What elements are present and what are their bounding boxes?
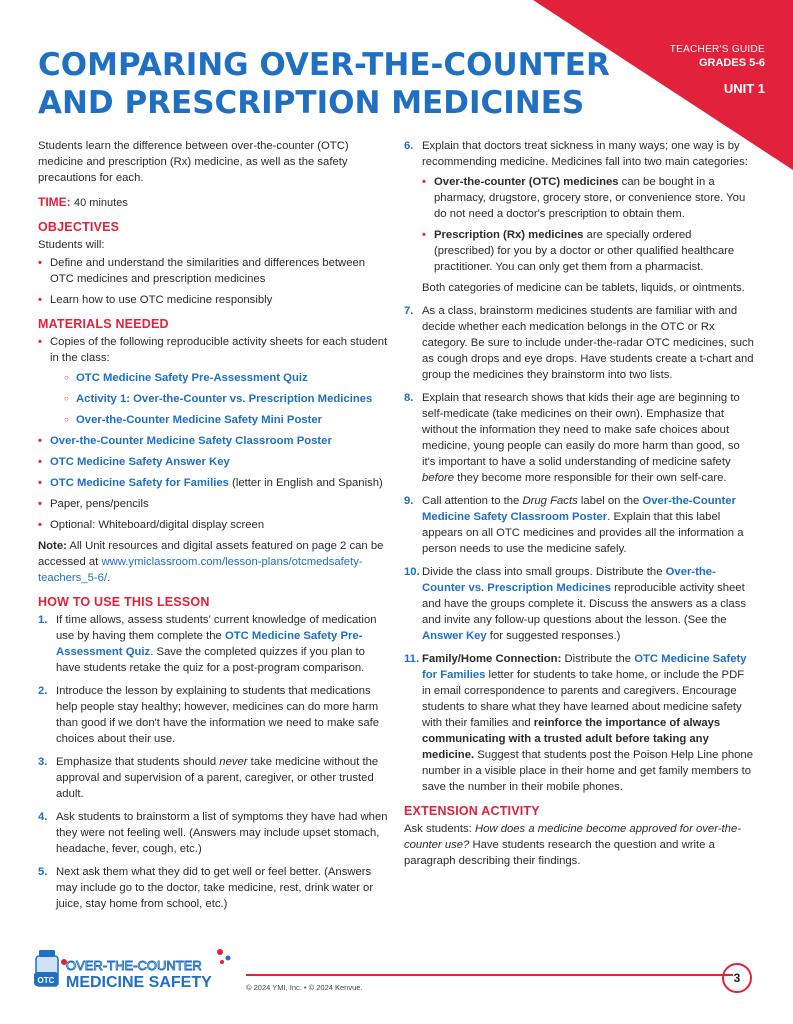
step-text: label on the: [577, 495, 643, 507]
step-number: 9.: [404, 495, 414, 507]
step10-activity-link[interactable]: Over-the-Counter vs. Prescription Medicines: [422, 566, 716, 594]
title-line-2: AND PRESCRIPTION MEDICINES: [38, 85, 585, 121]
material-copies-text: Copies of the following reproducible activity sheets for each student in the class:: [50, 336, 388, 364]
step-item: [38, 864, 388, 912]
intro-text: Students learn the difference between over-the-counter (OTC) medicine and prescription (Rx) medicine, as well as the safety precautions for each.: [38, 140, 349, 184]
step-number: 11.: [404, 653, 420, 665]
material-paper: • Paper, pens/pencils: [38, 496, 388, 512]
footer-divider: [246, 974, 733, 976]
step-number: 5.: [38, 866, 48, 878]
step10-answer-key-link[interactable]: Answer Key: [422, 630, 487, 642]
note-paragraph: [38, 538, 388, 586]
step-item: [38, 612, 388, 676]
resources-url-link[interactable]: www.ymiclassroom.com/lesson-plans/otcmedsafety-teachers_5-6/: [38, 556, 363, 584]
material-link-mini-poster[interactable]: ○ Over-the-Counter Medicine Safety Mini Poster: [50, 412, 388, 428]
step-text: Emphasize that students should: [56, 756, 220, 768]
step-text: Distribute the: [561, 653, 635, 665]
objective-item: • Define and understand the similarities and differences between OTC medicines and prescription medicines: [38, 255, 388, 287]
step-item: [38, 683, 388, 747]
materials-list: [38, 334, 388, 533]
materials-heading: MATERIALS NEEDED: [38, 317, 169, 331]
step-text: letter for students to take home, or include the PDF in email correspondence to parents and caregivers. Encourage students to share what they have learned about medicine safety with their families and: [422, 669, 745, 729]
steps-list-left: [38, 612, 388, 912]
howto-heading: HOW TO USE THIS LESSON: [38, 595, 210, 609]
step-number: 1.: [38, 614, 48, 626]
material-link-families[interactable]: OTC Medicine Safety for Families: [50, 477, 229, 489]
logo-badge: OTC: [37, 976, 55, 985]
copyright-text: © 2024 YMI, Inc. • © 2024 Kenvue.: [246, 983, 363, 992]
category-rx: [422, 227, 754, 275]
step-text: they become more responsible for their own self-care.: [454, 472, 727, 484]
extension-lead: Ask students:: [404, 823, 475, 835]
step-text: If time allows, assess students' current knowledge of medication use by having them complete the: [56, 614, 377, 642]
page-number: 3: [722, 963, 752, 993]
step-number: 3.: [38, 756, 48, 768]
time-label: TIME:: [38, 195, 71, 209]
unit-label: UNIT 1: [723, 81, 765, 96]
step-number: 4.: [38, 811, 48, 823]
category-otc: [422, 174, 754, 222]
step-item: [404, 493, 754, 557]
step-item: [38, 809, 388, 857]
category-otc-title: Over-the-counter (OTC) medicines: [434, 176, 619, 188]
step-text: As a class, brainstorm medicines students are familiar with and decide whether each medication belongs in the OTC or Rx category. Be sure to include under-the-radar OTC medicines, such as cough drops and eye drops. Have students create a t-chart and group the medicines they brainstorm into two lists.: [422, 305, 754, 381]
step-text: Divide the class into small groups. Distribute the: [422, 566, 666, 578]
logo-line-2: MEDICINE SAFETY: [66, 974, 212, 991]
step-emphasis: before: [422, 472, 455, 484]
left-column: [38, 138, 388, 919]
note-end: .: [107, 572, 111, 584]
step-item: [38, 754, 388, 802]
step-text: reproducible activity sheet and have the groups complete it. Discuss the answers as a class and invite any follow-up questions about the lesson. (See the: [422, 582, 747, 626]
step-item: [404, 303, 754, 383]
step11-emphasis: reinforce the importance of always communicating with a trusted adult before taking any medicine.: [422, 717, 721, 761]
step-number: 7.: [404, 305, 414, 317]
step1-quiz-link[interactable]: OTC Medicine Safety Pre-Assessment Quiz: [56, 630, 363, 658]
logo-graphic: [30, 942, 235, 994]
extension-rest: Have students research the question and write a paragraph describing their findings.: [404, 839, 715, 867]
step-item: [404, 564, 754, 644]
guide-badge: [670, 44, 765, 96]
step-text: take medicine without the approval and supervision of a parent, caregiver, or other trusted adult.: [56, 756, 379, 800]
materials-sub-list: [50, 370, 388, 428]
step-text: for suggested responses.): [486, 630, 621, 642]
step-text: Call attention to the: [422, 495, 523, 507]
logo-line-1: OVER-THE-COUNTER: [66, 958, 202, 973]
step-item: [404, 390, 754, 486]
step-text: Suggest that students post the Poison Help Line phone number in a visible place in their home and get family members to save the number in their mobile phones.: [422, 749, 753, 793]
step-text: Explain that doctors treat sickness in many ways; one way is by recommending medicine. Medicines fall into two main categories:: [422, 140, 748, 168]
extension-question: How does a medicine become approved for over-the-counter use?: [404, 823, 741, 851]
step11-label: Family/Home Connection:: [422, 653, 562, 665]
material-link-answer-key[interactable]: • OTC Medicine Safety Answer Key: [38, 454, 388, 470]
material-copies: [38, 334, 388, 428]
extension-heading: EXTENSION ACTIVITY: [404, 804, 540, 818]
step-number: 6.: [404, 140, 414, 152]
step11-families-link[interactable]: OTC Medicine Safety for Families: [422, 653, 747, 681]
step-number: 2.: [38, 685, 48, 697]
material-link-activity[interactable]: ○ Activity 1: Over-the-Counter vs. Prescription Medicines: [50, 391, 388, 407]
step-number: 10.: [404, 566, 420, 578]
material-families-rest: (letter in English and Spanish): [228, 477, 383, 489]
category-rx-title: Prescription (Rx) medicines: [434, 229, 584, 241]
steps-list-right: [404, 138, 754, 795]
step-text: Explain that research shows that kids their age are beginning to self-medicate (take medicines on their own). Emphasize that without the information they need to make safe choices about medicine, young people can easily do more harm than good, so it's important to have a solid understanding of medicine safety: [422, 392, 740, 468]
step-text: Introduce the lesson by explaining to students that medications help people stay healthy; however, medicines can do more harm than good if we don't have the information we need to make safe choices about their use.: [56, 685, 380, 745]
step-text: Next ask them what they did to get well or feel better. (Answers may include go to the doctor, take medicine, rest, drink water or juice, stay home from school, etc.): [56, 866, 374, 910]
step-text: Ask students to brainstorm a list of symptoms they have had when they were not feeling well. (Answers may include upset stomach, headache, fever, cough, etc.): [56, 811, 388, 855]
grades-label: GRADES 5-6: [698, 57, 765, 69]
material-link-quiz[interactable]: ○ OTC Medicine Safety Pre-Assessment Quiz: [50, 370, 388, 386]
note-label: Note:: [38, 540, 67, 552]
objective-item: • Learn how to use OTC medicine responsibly: [38, 292, 388, 308]
page-title: [38, 46, 638, 122]
step-item: [404, 651, 754, 795]
otc-medicine-safety-logo: [30, 942, 235, 994]
step-emphasis: Drug Facts: [522, 495, 578, 507]
step9-poster-link[interactable]: Over-the-Counter Medicine Safety Classroom Poster: [422, 495, 736, 523]
title-line-1: COMPARING OVER-THE-COUNTER: [38, 47, 610, 83]
category-rx-text: are specially ordered (prescribed) for you by a doctor or other qualified healthcare practitioner. You can only get them from a pharmacist.: [434, 229, 735, 273]
time-value: 40 minutes: [74, 197, 128, 209]
step-text: . Explain that this label appears on all OTC medicines and provides all the information a person needs to use the medicine safely.: [422, 511, 744, 555]
guide-label: TEACHER'S GUIDE: [669, 44, 765, 55]
forms-text: Both categories of medicine can be tablets, liquids, or ointments.: [422, 282, 745, 294]
note-text: All Unit resources and digital assets featured on page 2 can be accessed at: [38, 540, 384, 568]
time-line: [38, 194, 388, 211]
step-item: [404, 138, 754, 296]
step-emphasis: never: [219, 756, 248, 768]
objectives-list: [38, 255, 388, 308]
extension-text: [404, 821, 754, 869]
material-families: [38, 475, 388, 491]
category-otc-text: can be bought in a pharmacy, drugstore, grocery store, or convenience store. You do not need a doctor's prescription to obtain them.: [434, 176, 746, 220]
material-optional: • Optional: Whiteboard/digital display screen: [38, 517, 388, 533]
material-link-classroom-poster[interactable]: • Over-the-Counter Medicine Safety Classroom Poster: [38, 433, 388, 449]
objectives-heading: OBJECTIVES: [38, 220, 120, 234]
categories-list: [422, 174, 754, 275]
step-number: 8.: [404, 392, 414, 404]
right-column: [404, 138, 754, 875]
step-text: . Save the completed quizzes if you plan to have students retake the quiz for a post-program comparison.: [56, 646, 365, 674]
objectives-lead: Students will:: [38, 239, 105, 251]
